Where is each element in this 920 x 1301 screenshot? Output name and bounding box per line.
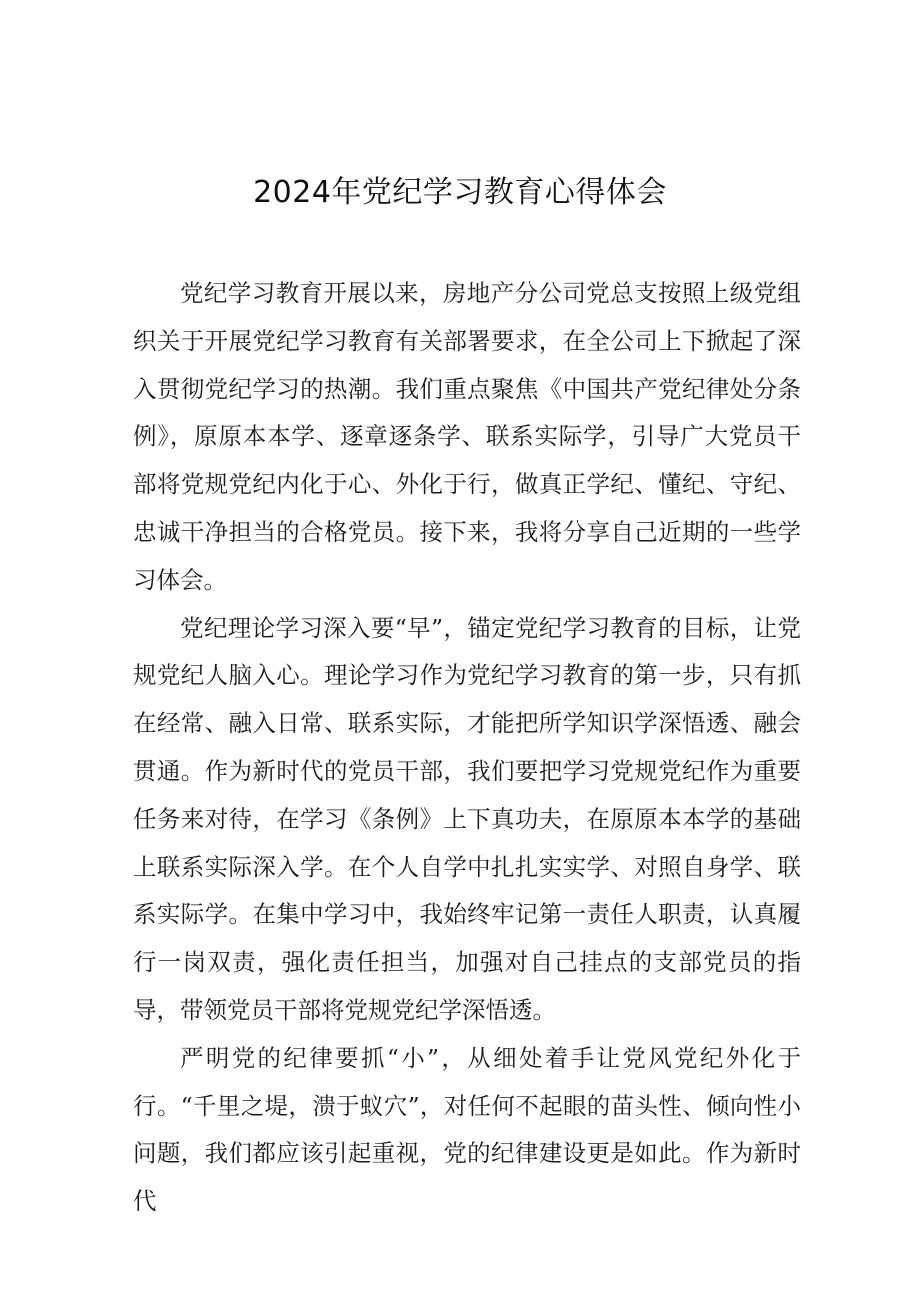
document-title: 2024年党纪学习教育心得体会 <box>253 175 667 210</box>
paragraph-1: 党纪学习教育开展以来，房地产分公司党总支按照上级党组织关于开展党纪学习教育有关部署要求，在全公司上下掀起了深入贯彻党纪学习的热潮。我们重点聚焦《中国共产党纪律处分条例》，原原本本学、逐章逐条学、联系实际学，引导广大党员干部将党规党纪内化于心、外化于行，做真正学纪、懂纪、守纪、忠诚干净担当的合格党员。接下来，我将分享自己近期的一些学习体会。 <box>133 279 801 594</box>
document-body <box>133 270 801 1226</box>
paragraph-2: 党纪理论学习深入要“早”，锚定党纪学习教育的目标，让党规党纪人脑入心。理论学习作为党纪学习教育的第一步，只有抓在经常、融入日常、联系实际，才能把所学知识学深悟透、融会贯通。作为新时代的党员干部，我们要把学习党规党纪作为重要任务来对待，在学习《条例》上下真功夫，在原原本本学的基础上联系实际深入学。在个人自学中扎扎实实学、对照自身学、联系实际学。在集中学习中，我始终牢记第一责任人职责，认真履行一岗双责，强化责任担当，加强对自己挂点的支部党员的指导，带领党员干部将党规党纪学深悟透。 <box>133 613 801 1024</box>
paragraph-3: 严明党的纪律要抓“小”，从细处着手让党风党纪外化于行。“千里之堤，溃于蚁穴”，对任何不起眼的苗头性、倾向性小问题，我们都应该引起重视，党的纪律建设更是如此。作为新时代 <box>133 1043 801 1216</box>
